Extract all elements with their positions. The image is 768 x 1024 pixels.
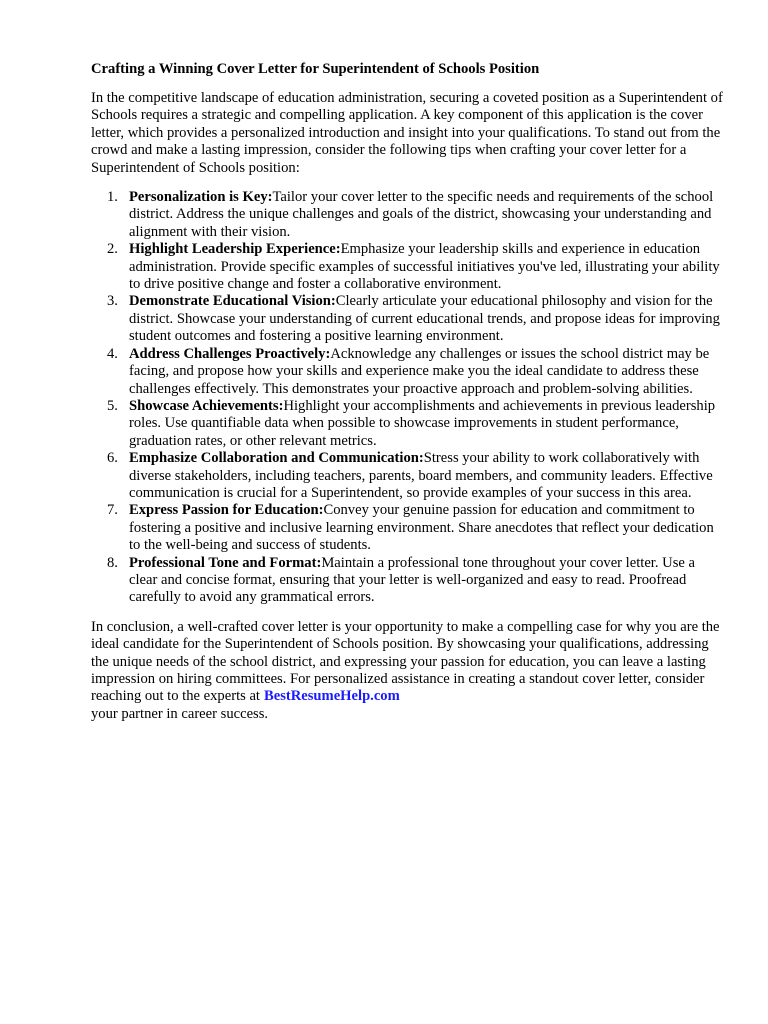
intro-paragraph: In the competitive landscape of education administration, securing a coveted position as a Superintendent of Schools requires a strategic and compelling application. A key component of this application is the cover letter, which provides a personalized introduction and insight into your qualifications. To stand out from the crowd and make a lasting impression, consider the following tips when crafting your cover letter for a Superintendent of Schools position:: [91, 90, 723, 176]
tip-heading: Emphasize Collaboration and Communication:: [129, 450, 424, 467]
tip-text: Acknowledge any challenges or issues the school district may be facing, and propose how your skills and experience make you the ideal candidate to address these challenges effectively. This demonstrates your proactive approach and problem-solving abilities.: [129, 345, 710, 397]
tip-text: Tailor your cover letter to the specific needs and requirements of the school district. Address the unique challenges and goals of the district, showcasing your understanding and alignment with their vision.: [129, 189, 714, 240]
tip-text: Maintain a professional tone throughout your cover letter. Use a clear and concise format, ensuring that your letter is well-organized and easy to read. Proofread carefully to avoid any grammatical errors.: [129, 554, 695, 606]
tip-text: Emphasize your leadership skills and experience in education administration. Provide specific examples of successful initiatives you've led, illustrating your ability to drive positive change and foster a collaborative environment.: [129, 241, 720, 293]
tip-heading: Demonstrate Educational Vision:: [129, 293, 336, 310]
tip-text: Highlight your accomplishments and achievements in previous leadership roles. Use quantifiable data when possible to showcase improvements in student performance, graduation rates, or other relevant metrics.: [129, 397, 716, 449]
conclusion-text: In conclusion, a well-crafted cover letter is your opportunity to make a compelling case for why you are the ideal candidate for the Superintendent of Schools position. By showcasing your qualifications, addressing the unique needs of the school district, and expressing your passion for education, you can leave a lasting impression on hiring committees. For personalized assistance in creating a standout cover letter, consider reaching out to the experts at: [91, 618, 720, 705]
tip-heading: Professional Tone and Format:: [129, 554, 322, 571]
tip-number: 3.: [107, 293, 118, 310]
tip-heading: Express Passion for Education:: [129, 502, 324, 519]
tip-number: 6.: [107, 450, 118, 467]
tip-item: [91, 189, 723, 241]
tip-heading: Highlight Leadership Experience:: [129, 241, 341, 258]
tip-text: Convey your genuine passion for education and commitment to fostering a positive and inclusive learning environment. Share anecdotes that reflect your dedication to the well-being and success of students.: [129, 502, 714, 554]
tip-item: [91, 241, 723, 293]
tip-item: [91, 293, 723, 345]
closing-text: your partner in career success.: [91, 705, 269, 722]
tip-number: 8.: [107, 554, 118, 571]
tip-item: [91, 502, 723, 554]
tip-number: 7.: [107, 502, 118, 519]
tip-number: 5.: [107, 397, 118, 414]
document-page: [91, 60, 723, 723]
tip-item: [91, 555, 723, 607]
conclusion-paragraph: [91, 619, 723, 723]
tip-number: 1.: [107, 189, 118, 206]
tip-item: [91, 450, 723, 502]
tip-item: [91, 346, 723, 398]
bestresumehelp-link[interactable]: BestResumeHelp.com: [263, 688, 400, 705]
tip-heading: Personalization is Key:: [129, 189, 273, 206]
tips-list: [91, 189, 723, 607]
tip-heading: Address Challenges Proactively:: [129, 345, 331, 362]
tip-item: [91, 398, 723, 450]
tip-text: Stress your ability to work collaboratively with diverse stakeholders, including teachers, parents, board members, and community leaders. Effective communication is crucial for a Superintendent, so provide examples of your success in this area.: [129, 450, 713, 501]
tip-text: Clearly articulate your educational philosophy and vision for the district. Showcase your understanding of current educational trends, and propose ideas for improving student outcomes and fostering a positive learning environment.: [129, 293, 720, 345]
document-title: Crafting a Winning Cover Letter for Superintendent of Schools Position: [91, 61, 540, 77]
tip-heading: Showcase Achievements:: [129, 397, 284, 414]
tip-number: 4.: [107, 345, 118, 362]
tip-number: 2.: [107, 241, 118, 258]
